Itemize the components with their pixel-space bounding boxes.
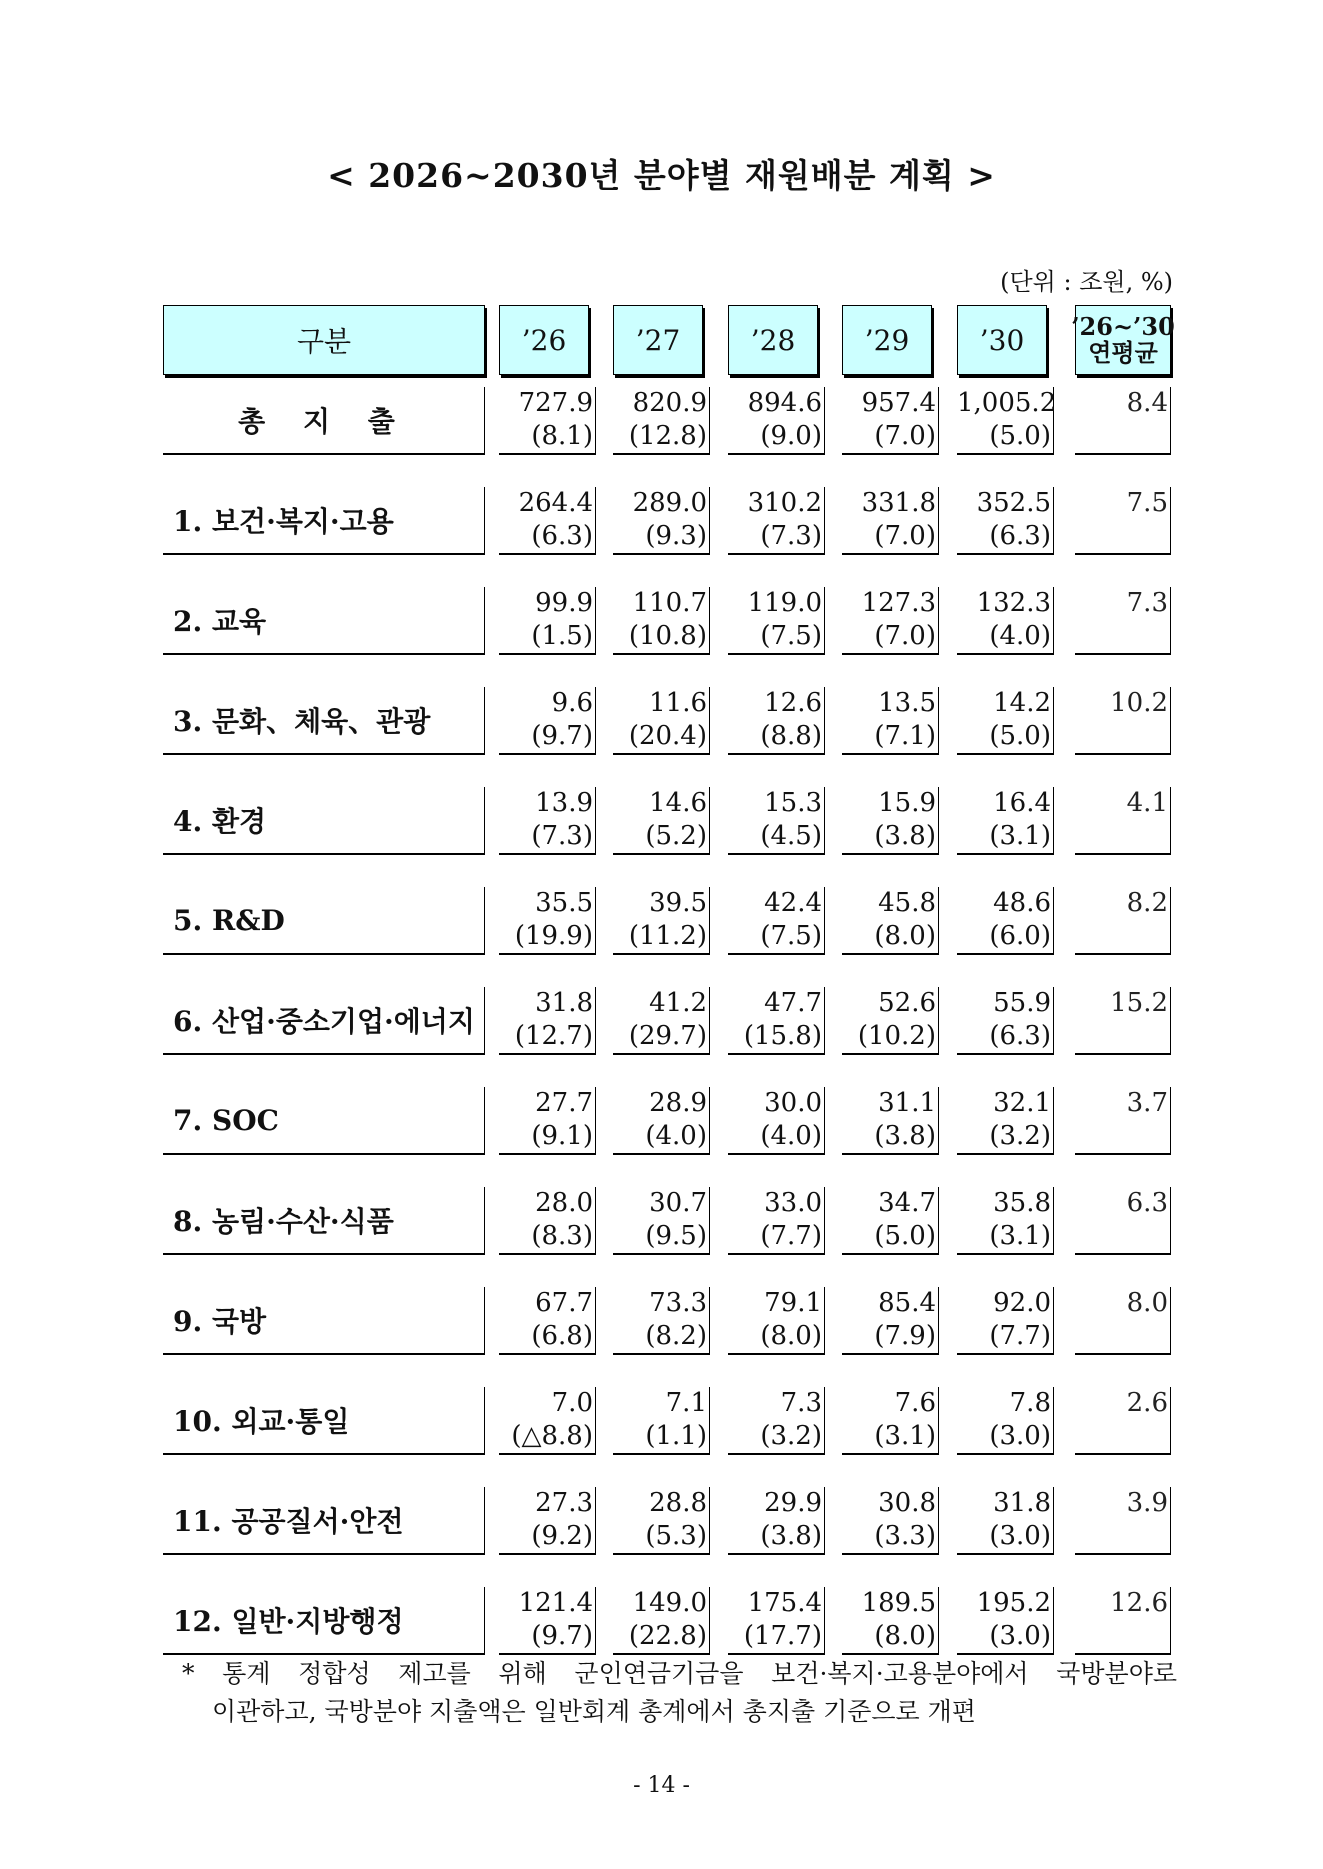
table-row <box>163 687 1173 755</box>
row-label: 3. 문화、체육、관광 <box>163 687 485 755</box>
amount: 15.9 <box>878 788 936 818</box>
row-label: 6. 산업·중소기업·에너지 <box>163 987 485 1055</box>
growth-rate: (22.8) <box>628 1621 707 1651</box>
value-cell <box>957 887 1054 955</box>
average-growth: 7.3 <box>1075 587 1171 655</box>
amount: 7.3 <box>780 1388 822 1418</box>
amount: 28.8 <box>649 1488 707 1518</box>
growth-rate: (8.0) <box>874 1621 936 1651</box>
amount: 11.6 <box>649 688 707 718</box>
amount: 9.6 <box>551 688 593 718</box>
value-cell <box>842 687 939 755</box>
amount: 957.4 <box>861 388 936 418</box>
growth-rate: (12.7) <box>514 1021 593 1051</box>
amount: 14.2 <box>993 688 1051 718</box>
amount: 52.6 <box>878 988 936 1018</box>
value-cell <box>842 887 939 955</box>
amount: 127.3 <box>861 588 936 618</box>
value-cell <box>728 887 825 955</box>
amount: 55.9 <box>993 988 1051 1018</box>
average-growth: 8.0 <box>1075 1287 1171 1355</box>
value-cell <box>957 587 1054 655</box>
amount: 110.7 <box>632 588 707 618</box>
growth-rate: (7.7) <box>989 1321 1051 1351</box>
value-cell <box>842 1587 939 1655</box>
table-row <box>163 887 1173 955</box>
header-2028: ’28 <box>728 305 818 375</box>
growth-rate: (11.2) <box>628 921 707 951</box>
growth-rate: (3.0) <box>989 1421 1051 1451</box>
amount: 33.0 <box>764 1188 822 1218</box>
amount: 30.8 <box>878 1488 936 1518</box>
value-cell <box>613 687 710 755</box>
footnote-line2: 이관하고, 국방분야 지출액은 일반회계 총계에서 총지출 기준으로 개편 <box>212 1697 976 1726</box>
amount: 727.9 <box>518 388 593 418</box>
average-growth: 10.2 <box>1075 687 1171 755</box>
value-cell <box>957 487 1054 555</box>
header-average-line1: ’26~’30 <box>1071 311 1175 341</box>
value-cell <box>728 587 825 655</box>
page-number: - 14 - <box>633 1773 690 1798</box>
amount: 175.4 <box>747 1588 822 1618</box>
amount: 67.7 <box>535 1288 593 1318</box>
amount: 30.0 <box>764 1088 822 1118</box>
amount: 16.4 <box>993 788 1051 818</box>
growth-rate: (6.3) <box>989 1021 1051 1051</box>
value-cell <box>728 1087 825 1155</box>
amount: 820.9 <box>632 388 707 418</box>
row-label: 5. R&D <box>163 887 485 955</box>
amount: 13.9 <box>535 788 593 818</box>
amount: 47.7 <box>764 988 822 1018</box>
row-label: 8. 농림·수산·식품 <box>163 1187 485 1255</box>
value-cell <box>499 587 596 655</box>
value-cell <box>957 987 1054 1055</box>
row-label: 총 지 출 <box>163 387 485 455</box>
value-cell <box>842 1187 939 1255</box>
growth-rate: (5.0) <box>989 721 1051 751</box>
growth-rate: (4.0) <box>989 621 1051 651</box>
amount: 121.4 <box>518 1588 593 1618</box>
value-cell <box>728 1487 825 1555</box>
value-cell <box>957 687 1054 755</box>
growth-rate: (8.3) <box>531 1221 593 1251</box>
value-cell <box>613 1487 710 1555</box>
header-average-line2: 연평균 <box>1088 338 1158 367</box>
growth-rate: (8.2) <box>645 1321 707 1351</box>
value-cell <box>842 387 939 455</box>
growth-rate: (6.3) <box>531 521 593 551</box>
value-cell <box>613 387 710 455</box>
value-cell <box>842 987 939 1055</box>
value-cell <box>499 1387 596 1455</box>
row-label: 12. 일반·지방행정 <box>163 1587 485 1655</box>
amount: 31.8 <box>993 1488 1051 1518</box>
table-row <box>163 487 1173 555</box>
value-cell <box>728 687 825 755</box>
growth-rate: (7.3) <box>531 821 593 851</box>
amount: 352.5 <box>976 488 1051 518</box>
header-category: 구분 <box>163 305 485 375</box>
amount: 7.1 <box>665 1388 707 1418</box>
amount: 28.9 <box>649 1088 707 1118</box>
value-cell <box>842 1487 939 1555</box>
value-cell <box>842 487 939 555</box>
value-cell <box>728 487 825 555</box>
growth-rate: (10.2) <box>857 1021 936 1051</box>
average-growth: 12.6 <box>1075 1587 1171 1655</box>
header-2030: ’30 <box>957 305 1047 375</box>
amount: 39.5 <box>649 888 707 918</box>
growth-rate: (3.0) <box>989 1521 1051 1551</box>
average-growth: 8.4 <box>1075 387 1171 455</box>
amount: 34.7 <box>878 1188 936 1218</box>
growth-rate: (3.1) <box>989 1221 1051 1251</box>
value-cell <box>613 787 710 855</box>
growth-rate: (20.4) <box>628 721 707 751</box>
growth-rate: (3.2) <box>989 1121 1051 1151</box>
footnote <box>182 1655 1177 1731</box>
growth-rate: (6.8) <box>531 1321 593 1351</box>
amount: 35.5 <box>535 888 593 918</box>
average-growth: 8.2 <box>1075 887 1171 955</box>
growth-rate: (9.2) <box>531 1521 593 1551</box>
value-cell <box>728 1187 825 1255</box>
value-cell <box>842 587 939 655</box>
unit-label: (단위 : 조원, %) <box>1000 268 1173 296</box>
amount: 119.0 <box>747 588 822 618</box>
value-cell <box>728 387 825 455</box>
growth-rate: (5.3) <box>645 1521 707 1551</box>
average-growth: 7.5 <box>1075 487 1171 555</box>
amount: 189.5 <box>861 1588 936 1618</box>
average-growth: 4.1 <box>1075 787 1171 855</box>
amount: 99.9 <box>535 588 593 618</box>
amount: 310.2 <box>747 488 822 518</box>
value-cell <box>728 787 825 855</box>
value-cell <box>499 787 596 855</box>
value-cell <box>728 1587 825 1655</box>
growth-rate: (9.3) <box>645 521 707 551</box>
growth-rate: (8.0) <box>760 1321 822 1351</box>
amount: 45.8 <box>878 888 936 918</box>
value-cell <box>499 1087 596 1155</box>
amount: 30.7 <box>649 1188 707 1218</box>
growth-rate: (△8.8) <box>511 1421 593 1451</box>
growth-rate: (6.0) <box>989 921 1051 951</box>
growth-rate: (17.7) <box>743 1621 822 1651</box>
growth-rate: (3.8) <box>874 821 936 851</box>
amount: 289.0 <box>632 488 707 518</box>
table-row <box>163 1487 1173 1555</box>
amount: 42.4 <box>764 888 822 918</box>
value-cell <box>957 787 1054 855</box>
amount: 13.5 <box>878 688 936 718</box>
value-cell <box>957 1587 1054 1655</box>
table-row <box>163 987 1173 1055</box>
growth-rate: (9.0) <box>760 421 822 451</box>
growth-rate: (3.2) <box>760 1421 822 1451</box>
header-2027: ’27 <box>613 305 703 375</box>
value-cell <box>499 987 596 1055</box>
row-label: 1. 보건·복지·고용 <box>163 487 485 555</box>
value-cell <box>499 887 596 955</box>
header-2026: ’26 <box>499 305 589 375</box>
value-cell <box>613 1187 710 1255</box>
amount: 31.1 <box>878 1088 936 1118</box>
table-row <box>163 587 1173 655</box>
footnote-line1: * 통계 정합성 제고를 위해 군인연금기금을 보건·복지·고용분야에서 국방분야로 <box>182 1659 1177 1688</box>
growth-rate: (3.8) <box>874 1121 936 1151</box>
value-cell <box>842 1287 939 1355</box>
value-cell <box>613 887 710 955</box>
growth-rate: (10.8) <box>628 621 707 651</box>
value-cell <box>957 1087 1054 1155</box>
growth-rate: (7.0) <box>874 621 936 651</box>
value-cell <box>613 1587 710 1655</box>
row-label: 4. 환경 <box>163 787 485 855</box>
value-cell <box>957 1387 1054 1455</box>
table-row <box>163 787 1173 855</box>
row-label: 7. SOC <box>163 1087 485 1155</box>
header-average <box>1071 305 1175 375</box>
growth-rate: (4.0) <box>645 1121 707 1151</box>
value-cell <box>613 587 710 655</box>
amount: 79.1 <box>764 1288 822 1318</box>
growth-rate: (5.2) <box>645 821 707 851</box>
amount: 7.0 <box>551 1388 593 1418</box>
value-cell <box>728 1387 825 1455</box>
growth-rate: (7.0) <box>874 521 936 551</box>
growth-rate: (29.7) <box>628 1021 707 1051</box>
growth-rate: (8.0) <box>874 921 936 951</box>
amount: 7.8 <box>1009 1388 1051 1418</box>
growth-rate: (1.5) <box>531 621 593 651</box>
amount: 31.8 <box>535 988 593 1018</box>
growth-rate: (4.5) <box>760 821 822 851</box>
growth-rate: (7.7) <box>760 1221 822 1251</box>
growth-rate: (3.8) <box>760 1521 822 1551</box>
average-growth: 6.3 <box>1075 1187 1171 1255</box>
page-title: < 2026~2030년 분야별 재원배분 계획 > <box>327 156 996 195</box>
table-row <box>163 1087 1173 1155</box>
value-cell <box>499 1187 596 1255</box>
growth-rate: (9.7) <box>531 721 593 751</box>
growth-rate: (7.9) <box>874 1321 936 1351</box>
value-cell <box>499 487 596 555</box>
growth-rate: (7.3) <box>760 521 822 551</box>
growth-rate: (5.0) <box>874 1221 936 1251</box>
growth-rate: (7.5) <box>760 621 822 651</box>
row-label: 9. 국방 <box>163 1287 485 1355</box>
amount: 27.7 <box>535 1088 593 1118</box>
growth-rate: (9.5) <box>645 1221 707 1251</box>
value-cell <box>613 1387 710 1455</box>
growth-rate: (4.0) <box>760 1121 822 1151</box>
growth-rate: (7.5) <box>760 921 822 951</box>
amount: 7.6 <box>894 1388 936 1418</box>
amount: 149.0 <box>632 1588 707 1618</box>
amount: 1,005.2 <box>957 388 1057 418</box>
amount: 85.4 <box>878 1288 936 1318</box>
amount: 132.3 <box>976 588 1051 618</box>
growth-rate: (12.8) <box>628 421 707 451</box>
value-cell <box>957 1187 1054 1255</box>
value-cell <box>499 1287 596 1355</box>
value-cell <box>842 1387 939 1455</box>
amount: 331.8 <box>861 488 936 518</box>
value-cell <box>728 1287 825 1355</box>
growth-rate: (7.0) <box>874 421 936 451</box>
growth-rate: (1.1) <box>645 1421 707 1451</box>
table-row <box>163 1187 1173 1255</box>
growth-rate: (9.1) <box>531 1121 593 1151</box>
value-cell <box>613 1087 710 1155</box>
growth-rate: (15.8) <box>743 1021 822 1051</box>
amount: 48.6 <box>993 888 1051 918</box>
growth-rate: (3.1) <box>874 1421 936 1451</box>
amount: 27.3 <box>535 1488 593 1518</box>
value-cell <box>957 1487 1054 1555</box>
growth-rate: (3.1) <box>989 821 1051 851</box>
growth-rate: (5.0) <box>989 421 1051 451</box>
amount: 28.0 <box>535 1188 593 1218</box>
value-cell <box>613 487 710 555</box>
row-label: 2. 교육 <box>163 587 485 655</box>
table-row <box>163 1387 1173 1455</box>
amount: 195.2 <box>976 1588 1051 1618</box>
value-cell <box>499 1487 596 1555</box>
growth-rate: (8.8) <box>760 721 822 751</box>
value-cell <box>499 687 596 755</box>
table-row <box>163 387 1173 455</box>
average-growth: 15.2 <box>1075 987 1171 1055</box>
value-cell <box>499 387 596 455</box>
average-growth: 2.6 <box>1075 1387 1171 1455</box>
average-growth: 3.7 <box>1075 1087 1171 1155</box>
amount: 12.6 <box>764 688 822 718</box>
value-cell <box>842 1087 939 1155</box>
header-2029: ’29 <box>842 305 932 375</box>
growth-rate: (7.1) <box>874 721 936 751</box>
growth-rate: (9.7) <box>531 1621 593 1651</box>
growth-rate: (6.3) <box>989 521 1051 551</box>
amount: 41.2 <box>649 988 707 1018</box>
growth-rate: (3.0) <box>989 1621 1051 1651</box>
amount: 92.0 <box>993 1288 1051 1318</box>
table-row <box>163 1587 1173 1655</box>
value-cell <box>957 1287 1054 1355</box>
amount: 14.6 <box>649 788 707 818</box>
amount: 29.9 <box>764 1488 822 1518</box>
table-row <box>163 1287 1173 1355</box>
average-growth: 3.9 <box>1075 1487 1171 1555</box>
amount: 894.6 <box>747 388 822 418</box>
amount: 32.1 <box>993 1088 1051 1118</box>
value-cell <box>613 987 710 1055</box>
amount: 35.8 <box>993 1188 1051 1218</box>
amount: 264.4 <box>518 488 593 518</box>
row-label: 10. 외교·통일 <box>163 1387 485 1455</box>
growth-rate: (3.3) <box>874 1521 936 1551</box>
amount: 73.3 <box>649 1288 707 1318</box>
row-label: 11. 공공질서·안전 <box>163 1487 485 1555</box>
growth-rate: (19.9) <box>514 921 593 951</box>
value-cell <box>842 787 939 855</box>
value-cell <box>499 1587 596 1655</box>
value-cell <box>613 1287 710 1355</box>
amount: 15.3 <box>764 788 822 818</box>
growth-rate: (8.1) <box>531 421 593 451</box>
value-cell <box>957 387 1057 455</box>
value-cell <box>728 987 825 1055</box>
